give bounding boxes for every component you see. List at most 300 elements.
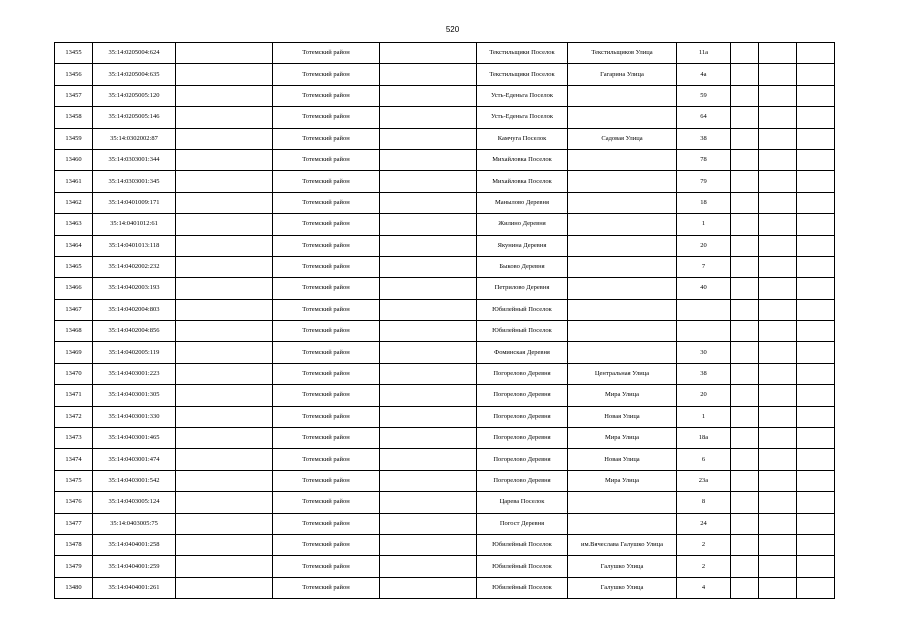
empty-cell bbox=[797, 214, 835, 235]
cadastral-number-cell: 35:14:0403005:75 bbox=[93, 513, 176, 534]
house-number-cell: 4а bbox=[677, 64, 731, 85]
table-row bbox=[55, 171, 835, 192]
empty-cell bbox=[731, 171, 759, 192]
empty-cell bbox=[176, 128, 273, 149]
district-cell: Тотемский район bbox=[273, 64, 380, 85]
empty-cell bbox=[380, 534, 477, 555]
record-number-cell: 13455 bbox=[55, 43, 93, 64]
settlement-cell: Царева Поселок bbox=[477, 492, 568, 513]
empty-cell bbox=[176, 492, 273, 513]
empty-cell bbox=[731, 492, 759, 513]
cadastral-number-cell: 35:14:0401009:171 bbox=[93, 192, 176, 213]
empty-cell bbox=[759, 321, 797, 342]
cadastral-number-cell: 35:14:0403001:474 bbox=[93, 449, 176, 470]
table-row bbox=[55, 107, 835, 128]
empty-cell bbox=[731, 85, 759, 106]
empty-cell bbox=[759, 64, 797, 85]
street-cell bbox=[568, 235, 677, 256]
empty-cell bbox=[797, 192, 835, 213]
settlement-cell: Жилино Деревня bbox=[477, 214, 568, 235]
empty-cell bbox=[759, 428, 797, 449]
empty-cell bbox=[731, 192, 759, 213]
house-number-cell: 7 bbox=[677, 256, 731, 277]
table-row bbox=[55, 299, 835, 320]
district-cell: Тотемский район bbox=[273, 428, 380, 449]
street-cell: Новая Улица bbox=[568, 406, 677, 427]
district-cell: Тотемский район bbox=[273, 556, 380, 577]
empty-cell bbox=[797, 278, 835, 299]
empty-cell bbox=[380, 278, 477, 299]
record-number-cell: 13473 bbox=[55, 428, 93, 449]
house-number-cell: 38 bbox=[677, 128, 731, 149]
empty-cell bbox=[797, 363, 835, 384]
empty-cell bbox=[759, 149, 797, 170]
settlement-cell: Усть-Еденьга Поселок bbox=[477, 85, 568, 106]
cadastral-number-cell: 35:14:0403001:305 bbox=[93, 385, 176, 406]
empty-cell bbox=[797, 171, 835, 192]
empty-cell bbox=[797, 107, 835, 128]
house-number-cell: 40 bbox=[677, 278, 731, 299]
empty-cell bbox=[176, 256, 273, 277]
cadastral-number-cell: 35:14:0401013:118 bbox=[93, 235, 176, 256]
empty-cell bbox=[176, 299, 273, 320]
empty-cell bbox=[759, 256, 797, 277]
district-cell: Тотемский район bbox=[273, 342, 380, 363]
empty-cell bbox=[731, 470, 759, 491]
empty-cell bbox=[759, 363, 797, 384]
empty-cell bbox=[797, 385, 835, 406]
empty-cell bbox=[797, 43, 835, 64]
street-cell bbox=[568, 492, 677, 513]
district-cell: Тотемский район bbox=[273, 107, 380, 128]
record-number-cell: 13465 bbox=[55, 256, 93, 277]
empty-cell bbox=[176, 363, 273, 384]
street-cell bbox=[568, 299, 677, 320]
cadastral-number-cell: 35:14:0205004:624 bbox=[93, 43, 176, 64]
table-row bbox=[55, 492, 835, 513]
empty-cell bbox=[380, 470, 477, 491]
empty-cell bbox=[731, 363, 759, 384]
cadastral-number-cell: 35:14:0205004:635 bbox=[93, 64, 176, 85]
district-cell: Тотемский район bbox=[273, 256, 380, 277]
empty-cell bbox=[176, 149, 273, 170]
house-number-cell: 24 bbox=[677, 513, 731, 534]
record-number-cell: 13472 bbox=[55, 406, 93, 427]
empty-cell bbox=[380, 556, 477, 577]
record-number-cell: 13478 bbox=[55, 534, 93, 555]
house-number-cell: 30 bbox=[677, 342, 731, 363]
house-number-cell: 1 bbox=[677, 406, 731, 427]
record-number-cell: 13461 bbox=[55, 171, 93, 192]
district-cell: Тотемский район bbox=[273, 214, 380, 235]
district-cell: Тотемский район bbox=[273, 299, 380, 320]
district-cell: Тотемский район bbox=[273, 492, 380, 513]
house-number-cell: 4 bbox=[677, 577, 731, 598]
record-number-cell: 13471 bbox=[55, 385, 93, 406]
empty-cell bbox=[731, 299, 759, 320]
empty-cell bbox=[759, 278, 797, 299]
settlement-cell: Погорелово Деревня bbox=[477, 385, 568, 406]
record-number-cell: 13475 bbox=[55, 470, 93, 491]
record-number-cell: 13459 bbox=[55, 128, 93, 149]
empty-cell bbox=[176, 43, 273, 64]
house-number-cell: 1 bbox=[677, 214, 731, 235]
settlement-cell: Текстильщики Поселок bbox=[477, 64, 568, 85]
table-row bbox=[55, 363, 835, 384]
cadastral-number-cell: 35:14:0402004:803 bbox=[93, 299, 176, 320]
table-row bbox=[55, 128, 835, 149]
empty-cell bbox=[759, 556, 797, 577]
empty-cell bbox=[797, 449, 835, 470]
empty-cell bbox=[380, 492, 477, 513]
house-number-cell bbox=[677, 321, 731, 342]
empty-cell bbox=[731, 342, 759, 363]
empty-cell bbox=[797, 85, 835, 106]
street-cell: Садовая Улица bbox=[568, 128, 677, 149]
record-number-cell: 13463 bbox=[55, 214, 93, 235]
empty-cell bbox=[380, 321, 477, 342]
district-cell: Тотемский район bbox=[273, 449, 380, 470]
record-number-cell: 13474 bbox=[55, 449, 93, 470]
table-row bbox=[55, 513, 835, 534]
street-cell: им.Вячеслава Галушко Улица bbox=[568, 534, 677, 555]
empty-cell bbox=[797, 149, 835, 170]
empty-cell bbox=[731, 256, 759, 277]
district-cell: Тотемский район bbox=[273, 85, 380, 106]
cadastral-number-cell: 35:14:0303001:345 bbox=[93, 171, 176, 192]
empty-cell bbox=[759, 214, 797, 235]
empty-cell bbox=[176, 577, 273, 598]
cadastral-number-cell: 35:14:0404001:261 bbox=[93, 577, 176, 598]
district-cell: Тотемский район bbox=[273, 513, 380, 534]
empty-cell bbox=[731, 534, 759, 555]
district-cell: Тотемский район bbox=[273, 128, 380, 149]
cadastral-number-cell: 35:14:0403001:330 bbox=[93, 406, 176, 427]
house-number-cell: 59 bbox=[677, 85, 731, 106]
empty-cell bbox=[731, 385, 759, 406]
empty-cell bbox=[176, 107, 273, 128]
settlement-cell: Погорелово Деревня bbox=[477, 428, 568, 449]
street-cell bbox=[568, 342, 677, 363]
district-cell: Тотемский район bbox=[273, 577, 380, 598]
settlement-cell: Манылово Деревня bbox=[477, 192, 568, 213]
empty-cell bbox=[759, 43, 797, 64]
street-cell bbox=[568, 513, 677, 534]
district-cell: Тотемский район bbox=[273, 470, 380, 491]
house-number-cell: 78 bbox=[677, 149, 731, 170]
empty-cell bbox=[731, 214, 759, 235]
street-cell bbox=[568, 171, 677, 192]
district-cell: Тотемский район bbox=[273, 149, 380, 170]
cadastral-number-cell: 35:14:0403001:465 bbox=[93, 428, 176, 449]
house-number-cell: 6 bbox=[677, 449, 731, 470]
table-row bbox=[55, 256, 835, 277]
empty-cell bbox=[759, 128, 797, 149]
house-number-cell: 64 bbox=[677, 107, 731, 128]
district-cell: Тотемский район bbox=[273, 192, 380, 213]
empty-cell bbox=[731, 513, 759, 534]
district-cell: Тотемский район bbox=[273, 385, 380, 406]
empty-cell bbox=[797, 256, 835, 277]
table-row bbox=[55, 577, 835, 598]
empty-cell bbox=[797, 513, 835, 534]
cadastral-number-cell: 35:14:0205005:120 bbox=[93, 85, 176, 106]
empty-cell bbox=[759, 449, 797, 470]
empty-cell bbox=[759, 85, 797, 106]
empty-cell bbox=[380, 256, 477, 277]
empty-cell bbox=[380, 577, 477, 598]
street-cell bbox=[568, 214, 677, 235]
empty-cell bbox=[380, 299, 477, 320]
table-row bbox=[55, 470, 835, 491]
table-row bbox=[55, 342, 835, 363]
settlement-cell: Михайловка Поселок bbox=[477, 171, 568, 192]
record-number-cell: 13469 bbox=[55, 342, 93, 363]
street-cell: Мира Улица bbox=[568, 385, 677, 406]
cadastral-number-cell: 35:14:0401012:61 bbox=[93, 214, 176, 235]
empty-cell bbox=[759, 192, 797, 213]
empty-cell bbox=[176, 385, 273, 406]
cadastral-number-cell: 35:14:0402005:119 bbox=[93, 342, 176, 363]
empty-cell bbox=[380, 342, 477, 363]
table-row bbox=[55, 149, 835, 170]
settlement-cell: Юбилейный Поселок bbox=[477, 556, 568, 577]
house-number-cell: 11а bbox=[677, 43, 731, 64]
empty-cell bbox=[759, 406, 797, 427]
empty-cell bbox=[731, 406, 759, 427]
empty-cell bbox=[759, 299, 797, 320]
empty-cell bbox=[759, 342, 797, 363]
settlement-cell: Михайловка Поселок bbox=[477, 149, 568, 170]
record-number-cell: 13466 bbox=[55, 278, 93, 299]
record-number-cell: 13456 bbox=[55, 64, 93, 85]
street-cell bbox=[568, 85, 677, 106]
empty-cell bbox=[176, 513, 273, 534]
empty-cell bbox=[380, 85, 477, 106]
empty-cell bbox=[176, 171, 273, 192]
record-number-cell: 13480 bbox=[55, 577, 93, 598]
cadastral-number-cell: 35:14:0403001:223 bbox=[93, 363, 176, 384]
empty-cell bbox=[380, 214, 477, 235]
empty-cell bbox=[380, 171, 477, 192]
record-number-cell: 13468 bbox=[55, 321, 93, 342]
record-number-cell: 13479 bbox=[55, 556, 93, 577]
settlement-cell: Погост Деревня bbox=[477, 513, 568, 534]
empty-cell bbox=[731, 107, 759, 128]
house-number-cell: 20 bbox=[677, 385, 731, 406]
cadastral-number-cell: 35:14:0303001:344 bbox=[93, 149, 176, 170]
house-number-cell: 2 bbox=[677, 534, 731, 555]
empty-cell bbox=[797, 406, 835, 427]
table-row bbox=[55, 214, 835, 235]
district-cell: Тотемский район bbox=[273, 321, 380, 342]
empty-cell bbox=[797, 470, 835, 491]
empty-cell bbox=[176, 470, 273, 491]
empty-cell bbox=[731, 128, 759, 149]
empty-cell bbox=[759, 235, 797, 256]
empty-cell bbox=[731, 64, 759, 85]
record-number-cell: 13476 bbox=[55, 492, 93, 513]
street-cell bbox=[568, 107, 677, 128]
empty-cell bbox=[759, 513, 797, 534]
table-row bbox=[55, 321, 835, 342]
settlement-cell: Быково Деревня bbox=[477, 256, 568, 277]
table-row bbox=[55, 556, 835, 577]
empty-cell bbox=[759, 470, 797, 491]
empty-cell bbox=[797, 321, 835, 342]
cadastral-number-cell: 35:14:0403005:124 bbox=[93, 492, 176, 513]
empty-cell bbox=[176, 406, 273, 427]
house-number-cell: 20 bbox=[677, 235, 731, 256]
table-row bbox=[55, 406, 835, 427]
street-cell bbox=[568, 321, 677, 342]
empty-cell bbox=[731, 43, 759, 64]
settlement-cell: Юбилейный Поселок bbox=[477, 577, 568, 598]
settlement-cell: Погорелово Деревня bbox=[477, 363, 568, 384]
settlement-cell: Петрилово Деревня bbox=[477, 278, 568, 299]
settlement-cell: Погорелово Деревня bbox=[477, 470, 568, 491]
empty-cell bbox=[380, 385, 477, 406]
registry-table bbox=[54, 42, 835, 599]
settlement-cell: Юбилейный Поселок bbox=[477, 534, 568, 555]
settlement-cell: Погорелово Деревня bbox=[477, 406, 568, 427]
empty-cell bbox=[759, 534, 797, 555]
empty-cell bbox=[797, 534, 835, 555]
empty-cell bbox=[176, 556, 273, 577]
record-number-cell: 13464 bbox=[55, 235, 93, 256]
street-cell: Гагарина Улица bbox=[568, 64, 677, 85]
house-number-cell: 79 bbox=[677, 171, 731, 192]
district-cell: Тотемский район bbox=[273, 278, 380, 299]
table-row bbox=[55, 278, 835, 299]
empty-cell bbox=[731, 149, 759, 170]
empty-cell bbox=[797, 64, 835, 85]
empty-cell bbox=[731, 556, 759, 577]
record-number-cell: 13467 bbox=[55, 299, 93, 320]
cadastral-number-cell: 35:14:0205005:146 bbox=[93, 107, 176, 128]
record-number-cell: 13470 bbox=[55, 363, 93, 384]
empty-cell bbox=[176, 449, 273, 470]
empty-cell bbox=[731, 278, 759, 299]
empty-cell bbox=[797, 492, 835, 513]
street-cell bbox=[568, 192, 677, 213]
table-row bbox=[55, 534, 835, 555]
cadastral-number-cell: 35:14:0402003:193 bbox=[93, 278, 176, 299]
street-cell bbox=[568, 278, 677, 299]
house-number-cell: 2 bbox=[677, 556, 731, 577]
street-cell: Галушко Улица bbox=[568, 556, 677, 577]
cadastral-number-cell: 35:14:0302002:87 bbox=[93, 128, 176, 149]
street-cell: Мира Улица bbox=[568, 470, 677, 491]
record-number-cell: 13462 bbox=[55, 192, 93, 213]
table-row bbox=[55, 235, 835, 256]
empty-cell bbox=[797, 556, 835, 577]
house-number-cell: 23а bbox=[677, 470, 731, 491]
empty-cell bbox=[797, 428, 835, 449]
empty-cell bbox=[380, 513, 477, 534]
empty-cell bbox=[176, 342, 273, 363]
settlement-cell: Погорелово Деревня bbox=[477, 449, 568, 470]
district-cell: Тотемский район bbox=[273, 363, 380, 384]
empty-cell bbox=[176, 214, 273, 235]
empty-cell bbox=[797, 128, 835, 149]
empty-cell bbox=[759, 492, 797, 513]
district-cell: Тотемский район bbox=[273, 43, 380, 64]
empty-cell bbox=[731, 321, 759, 342]
empty-cell bbox=[797, 235, 835, 256]
settlement-cell: Усть-Еденьга Поселок bbox=[477, 107, 568, 128]
street-cell: Галушко Улица bbox=[568, 577, 677, 598]
empty-cell bbox=[176, 64, 273, 85]
empty-cell bbox=[380, 192, 477, 213]
district-cell: Тотемский район bbox=[273, 406, 380, 427]
table-row bbox=[55, 192, 835, 213]
table-row bbox=[55, 428, 835, 449]
empty-cell bbox=[176, 321, 273, 342]
cadastral-number-cell: 35:14:0404001:259 bbox=[93, 556, 176, 577]
record-number-cell: 13460 bbox=[55, 149, 93, 170]
empty-cell bbox=[731, 235, 759, 256]
house-number-cell: 8 bbox=[677, 492, 731, 513]
table-row bbox=[55, 64, 835, 85]
empty-cell bbox=[759, 171, 797, 192]
settlement-cell: Якунина Деревня bbox=[477, 235, 568, 256]
empty-cell bbox=[797, 577, 835, 598]
empty-cell bbox=[176, 278, 273, 299]
empty-cell bbox=[759, 385, 797, 406]
cadastral-number-cell: 35:14:0402002:232 bbox=[93, 256, 176, 277]
empty-cell bbox=[380, 43, 477, 64]
empty-cell bbox=[176, 192, 273, 213]
empty-cell bbox=[380, 149, 477, 170]
empty-cell bbox=[380, 235, 477, 256]
street-cell bbox=[568, 149, 677, 170]
settlement-cell: Текстильщики Поселок bbox=[477, 43, 568, 64]
empty-cell bbox=[797, 299, 835, 320]
street-cell: Новая Улица bbox=[568, 449, 677, 470]
table-row bbox=[55, 385, 835, 406]
empty-cell bbox=[176, 235, 273, 256]
street-cell: Текстильщиков Улица bbox=[568, 43, 677, 64]
empty-cell bbox=[759, 577, 797, 598]
settlement-cell: Юбилейный Поселок bbox=[477, 321, 568, 342]
district-cell: Тотемский район bbox=[273, 534, 380, 555]
empty-cell bbox=[731, 449, 759, 470]
record-number-cell: 13457 bbox=[55, 85, 93, 106]
cadastral-number-cell: 35:14:0403001:542 bbox=[93, 470, 176, 491]
empty-cell bbox=[380, 363, 477, 384]
table-row bbox=[55, 43, 835, 64]
empty-cell bbox=[380, 449, 477, 470]
empty-cell bbox=[797, 342, 835, 363]
empty-cell bbox=[380, 428, 477, 449]
table-row bbox=[55, 85, 835, 106]
house-number-cell: 18 bbox=[677, 192, 731, 213]
empty-cell bbox=[380, 406, 477, 427]
cadastral-number-cell: 35:14:0404001:258 bbox=[93, 534, 176, 555]
empty-cell bbox=[380, 64, 477, 85]
district-cell: Тотемский район bbox=[273, 235, 380, 256]
street-cell: Центральная Улица bbox=[568, 363, 677, 384]
empty-cell bbox=[731, 428, 759, 449]
house-number-cell: 38 bbox=[677, 363, 731, 384]
settlement-cell: Камчуга Поселок bbox=[477, 128, 568, 149]
empty-cell bbox=[380, 107, 477, 128]
cadastral-number-cell: 35:14:0402004:856 bbox=[93, 321, 176, 342]
settlement-cell: Юбилейный Поселок bbox=[477, 299, 568, 320]
table-row bbox=[55, 449, 835, 470]
record-number-cell: 13458 bbox=[55, 107, 93, 128]
